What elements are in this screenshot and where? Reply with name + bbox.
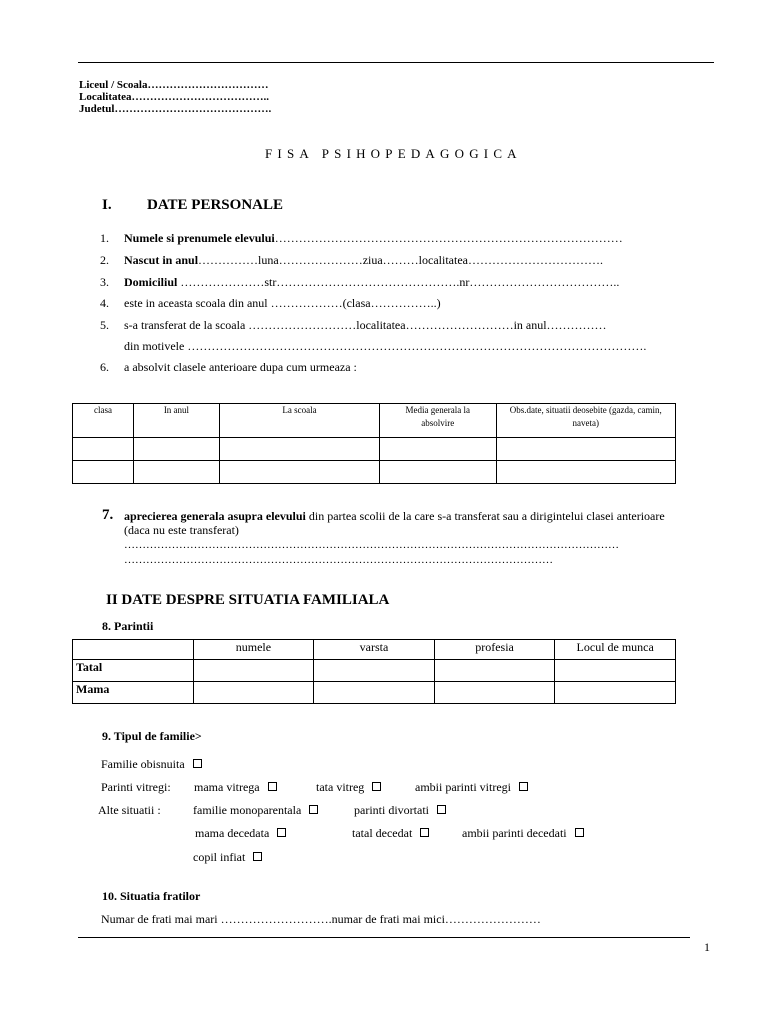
option-mother-deceased[interactable]: mama decedata: [195, 826, 286, 841]
item-7-number: 7.: [102, 507, 114, 523]
item-7: aprecierea generala asupra elevului din partea scolii de la care s-a transferat sau a dirigintelui clasei anterioare: [124, 509, 665, 523]
option-step-mother[interactable]: mama vitrega: [194, 780, 277, 795]
checkbox[interactable]: [519, 782, 528, 791]
page-title: FISA PSIHOPEDAGOGICA: [265, 146, 522, 161]
section1-heading: [102, 197, 283, 214]
table-row: [73, 660, 676, 682]
parents-header-profession: profesia: [434, 640, 555, 660]
section1-title: DATE PERSONALE: [147, 197, 283, 213]
classes-table: [72, 403, 676, 484]
item-4: 4. este in aceasta scoala din anul ………………(clasa……………..): [100, 296, 441, 310]
option-step-father[interactable]: tata vitreg: [316, 780, 381, 795]
item-3: 3. Domiciliul …………………str……………………………………….nr………………………………..: [100, 275, 620, 289]
checkbox[interactable]: [372, 782, 381, 791]
col-header-average: Media generala la absolvire: [380, 404, 496, 438]
col-header-obs: Obs.date, situatii deosebite (gazda, camin, naveta): [496, 404, 675, 438]
option-both-step[interactable]: ambii parinti vitregi: [415, 780, 528, 795]
item-7-label: aprecierea generala asupra elevului: [124, 509, 306, 523]
item-3-label: Domiciliul: [124, 275, 178, 289]
siblings-line: Numar de frati mai mari ……………………….numar de frati mai mici……………………: [101, 912, 541, 926]
parents-table: [72, 639, 676, 704]
checkbox[interactable]: [420, 828, 429, 837]
checkbox[interactable]: [193, 759, 202, 768]
checkbox[interactable]: [253, 852, 262, 861]
item-7-line2: (daca nu este transferat): [124, 523, 239, 537]
item-2-label: Nascut in anul: [124, 253, 199, 267]
item-8: 8. Parintii: [102, 619, 154, 633]
checkbox[interactable]: [437, 805, 446, 814]
parents-header-name: numele: [193, 640, 314, 660]
col-header-year: In anul: [133, 404, 219, 438]
page-number: 1: [704, 940, 710, 954]
item-10: 10. Situatia fratilor: [102, 889, 201, 903]
parents-header-empty: [73, 640, 194, 660]
col-header-school: La scoala: [219, 404, 379, 438]
parents-header-workplace: Locul de munca: [555, 640, 676, 660]
row-label-mother: Mama: [73, 682, 194, 704]
section2-heading: II DATE DESPRE SITUATIA FAMILIALA: [106, 592, 390, 608]
checkbox[interactable]: [277, 828, 286, 837]
item-6: 6. a absolvit clasele anterioare dupa cum urmeaza :: [100, 360, 357, 374]
header-locality: Localitatea………………………………..: [79, 91, 270, 103]
item-1-label: Numele si prenumele elevului: [124, 231, 275, 245]
step-parents-label: Parinti vitregi:: [101, 780, 171, 794]
section1-number: I.: [102, 197, 112, 213]
other-situations-label: Alte situatii :: [98, 803, 161, 817]
table-row: [73, 438, 676, 461]
option-ordinary-family[interactable]: Familie obisnuita: [101, 757, 202, 772]
item-7-dots2: ………………………………………………………………………………………………………: [124, 554, 553, 566]
item-2: 2. Nascut in anul……………luna…………………ziua………localitatea…………………………….: [100, 253, 603, 267]
option-adopted[interactable]: copil infiat: [193, 850, 262, 865]
checkbox[interactable]: [575, 828, 584, 837]
top-rule: [78, 62, 714, 63]
item-5-continued: din motivele …………………………………………………………………………………………………….: [124, 339, 647, 353]
bottom-rule: [78, 937, 690, 938]
item-1: 1. Numele si prenumele elevului……………………………………………………………………………: [100, 231, 623, 245]
checkbox[interactable]: [268, 782, 277, 791]
col-header-clasa: clasa: [73, 404, 134, 438]
option-divorced[interactable]: parinti divortati: [354, 803, 446, 818]
header-school: Liceul / Scoala……………………………: [79, 79, 269, 91]
checkbox[interactable]: [309, 805, 318, 814]
option-both-deceased[interactable]: ambii parinti decedati: [462, 826, 584, 841]
option-single-parent[interactable]: familie monoparentala: [193, 803, 318, 818]
table-row: [73, 461, 676, 484]
header-county: Judetul…………………………………….: [79, 103, 272, 115]
item-9: 9. Tipul de familie>: [102, 729, 202, 743]
table-row: [73, 682, 676, 704]
header-block: [79, 79, 271, 115]
parents-header-age: varsta: [314, 640, 435, 660]
row-label-father: Tatal: [73, 660, 194, 682]
item-5: 5. s-a transferat de la scoala ………………………localitatea………………………in anul……………: [100, 318, 607, 332]
item-7-dots1: ………………………………………………………………………………………………………………………: [124, 539, 619, 551]
option-father-deceased[interactable]: tatal decedat: [352, 826, 429, 841]
